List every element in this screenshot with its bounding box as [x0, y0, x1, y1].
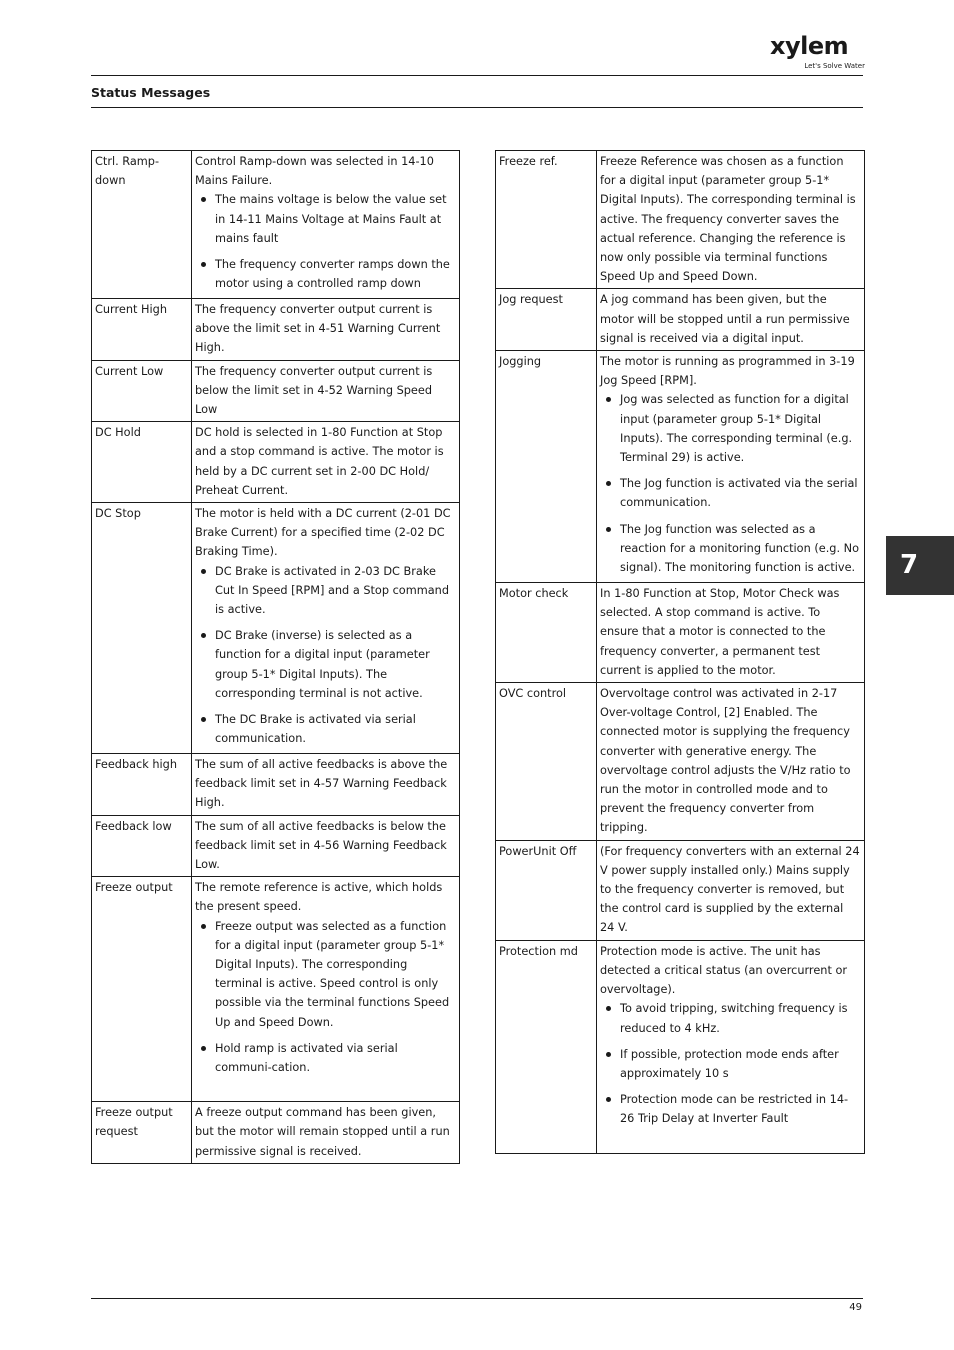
status-description — [192, 360, 460, 422]
description-text: Overvoltage control was activated in 2-17 Over-voltage Control, [2] Enabled. The connected motor is supplying the frequency converter with generative energy. The overvoltage control adjusts the V/Hz ratio to run the motor in controlled mode and to prevent the frequency converter from tripping. — [600, 687, 851, 835]
status-description — [192, 422, 460, 503]
status-row — [92, 877, 460, 1102]
bullet-item: To avoid tripping, switching frequency is reduced to 4 kHz. — [620, 999, 861, 1037]
header-rule-top — [91, 75, 863, 76]
description-text: In 1-80 Function at Stop, Motor Check was selected. A stop command is active. To ensure that a motor is connected to the frequency converter, a permanent test current is applied to the motor. — [600, 587, 840, 677]
description-text: The remote reference is active, which holds the present speed. — [195, 881, 443, 914]
status-description — [192, 815, 460, 877]
description-text: Protection mode is active. The unit has detected a critical status (an overcurrent or overvoltage). — [600, 944, 848, 997]
status-row — [92, 503, 460, 754]
bullet-item: Freeze output was selected as a function for a digital input (parameter group 5-1* Digital Inputs). The corresponding terminal is active. Speed control is only possible via the terminal functions Speed Up and Speed Down. — [215, 917, 456, 1032]
status-term: Current High — [92, 299, 192, 361]
status-description — [192, 754, 460, 816]
logo-tagline: Let's Solve Water — [804, 62, 865, 70]
bullet-item: The Jog function is activated via the serial communication. — [620, 474, 861, 512]
bullet-item: DC Brake (inverse) is selected as a function for a digital input (parameter group 5-1* Digital Inputs). The corresponding terminal is not active. — [215, 626, 456, 703]
status-row — [92, 299, 460, 361]
status-table-left — [91, 150, 460, 1164]
status-row — [92, 422, 460, 503]
bullet-item: DC Brake is activated in 2-03 DC Brake Cut In Speed [RPM] and a Stop command is active. — [215, 562, 456, 620]
status-term: Protection md — [496, 940, 597, 1153]
page-number: 49 — [849, 1302, 862, 1313]
bullet-item: The Jog function was selected as a reaction for a monitoring function (e.g. No signal). The monitoring function is active. — [620, 520, 861, 578]
bullet-list — [195, 917, 456, 1078]
status-term: Freeze output request — [92, 1102, 192, 1164]
bullet-item: Protection mode can be restricted in 14-26 Trip Delay at Inverter Fault — [620, 1090, 861, 1128]
status-table-right — [495, 150, 865, 1154]
description-text: The motor is held with a DC current (2-01 DC Brake Current) for a specified time (2-02 DC Braking Time). — [195, 507, 451, 559]
status-description — [192, 299, 460, 361]
footer-rule — [91, 1298, 863, 1299]
bullet-item: The mains voltage is below the value set in 14-11 Mains Voltage at Mains Fault at mains fault — [215, 190, 456, 248]
section-title: Status Messages — [91, 85, 211, 100]
status-description — [597, 289, 865, 351]
status-row — [496, 351, 865, 583]
bullet-list — [600, 390, 861, 577]
bullet-item: Hold ramp is activated via serial communi-cation. — [215, 1039, 456, 1077]
status-row — [92, 151, 460, 299]
bullet-list — [195, 190, 456, 293]
description-text: (For frequency converters with an external 24 V power supply installed only.) Mains supply to the frequency converter is removed, but the control card is supplied by the external 24 V. — [600, 844, 860, 935]
status-description — [597, 583, 865, 683]
status-term: Motor check — [496, 583, 597, 683]
logo-wordmark: xylem — [770, 32, 849, 60]
status-row — [92, 815, 460, 877]
status-term: DC Stop — [92, 503, 192, 754]
status-term: Jogging — [496, 351, 597, 583]
description-text: Control Ramp-down was selected in 14-10 Mains Failure. — [195, 155, 434, 188]
xylem-logo — [770, 32, 865, 72]
bullet-list — [195, 562, 456, 749]
status-row — [496, 940, 865, 1153]
status-term: PowerUnit Off — [496, 840, 597, 940]
status-term: Feedback high — [92, 754, 192, 816]
bullet-list — [600, 999, 861, 1128]
status-term: Freeze output — [92, 877, 192, 1102]
status-description — [597, 940, 865, 1153]
description-text: The sum of all active feedbacks is below the feedback limit set in 4-56 Warning Feedback Low. — [195, 819, 447, 872]
status-term: OVC control — [496, 683, 597, 841]
header-rule-bottom — [91, 107, 863, 108]
status-description — [192, 503, 460, 754]
status-row — [92, 1102, 460, 1164]
status-row — [496, 583, 865, 683]
status-description — [597, 351, 865, 583]
bullet-item: The DC Brake is activated via serial communication. — [215, 710, 456, 748]
description-text: The sum of all active feedbacks is above the feedback limit set in 4-57 Warning Feedback High. — [195, 758, 448, 810]
description-text: DC hold is selected in 1-80 Function at Stop and a stop command is active. The motor is held by a DC current set in 2-00 DC Hold/ Preheat Current. — [195, 426, 444, 497]
status-term: Feedback low — [92, 815, 192, 877]
bullet-item: Jog was selected as function for a digital input (parameter group 5-1* Digital Inputs). The corresponding terminal (e.g. Terminal 29) is active. — [620, 390, 861, 467]
status-term: Current Low — [92, 360, 192, 422]
status-description — [597, 151, 865, 289]
status-row — [496, 151, 865, 289]
status-row — [92, 754, 460, 816]
status-row — [496, 840, 865, 940]
bullet-item: The frequency converter ramps down the motor using a controlled ramp down — [215, 255, 456, 293]
status-row — [496, 289, 865, 351]
chapter-tab: 7 — [886, 536, 954, 595]
description-text: A freeze output command has been given, but the motor will remain stopped until a run permissive signal is received. — [195, 1106, 450, 1158]
status-term: Freeze ref. — [496, 151, 597, 289]
status-term: Ctrl. Ramp-down — [92, 151, 192, 299]
status-term: DC Hold — [92, 422, 192, 503]
status-term: Jog request — [496, 289, 597, 351]
description-text: Freeze Reference was chosen as a function for a digital input (parameter group 5-1* Digital Inputs). The corresponding terminal is active. The frequency converter saves the actual reference. Changing the reference is now only possible via terminal functions Speed Up and Speed Down. — [600, 155, 856, 284]
description-text: The frequency converter output current is above the limit set in 4-51 Warning Current High. — [195, 303, 441, 355]
description-text: The frequency converter output current is below the limit set in 4-52 Warning Speed Low — [195, 364, 433, 417]
status-description — [192, 877, 460, 1102]
status-description — [192, 151, 460, 299]
status-row — [92, 360, 460, 422]
status-row — [496, 683, 865, 841]
description-text: A jog command has been given, but the motor will be stopped until a run permissive signal is received via a digital input. — [600, 293, 850, 345]
description-text: The motor is running as programmed in 3-19 Jog Speed [RPM]. — [600, 355, 855, 388]
status-description — [597, 840, 865, 940]
bullet-item: If possible, protection mode ends after approximately 10 s — [620, 1045, 861, 1083]
status-description — [192, 1102, 460, 1164]
status-description — [597, 683, 865, 841]
